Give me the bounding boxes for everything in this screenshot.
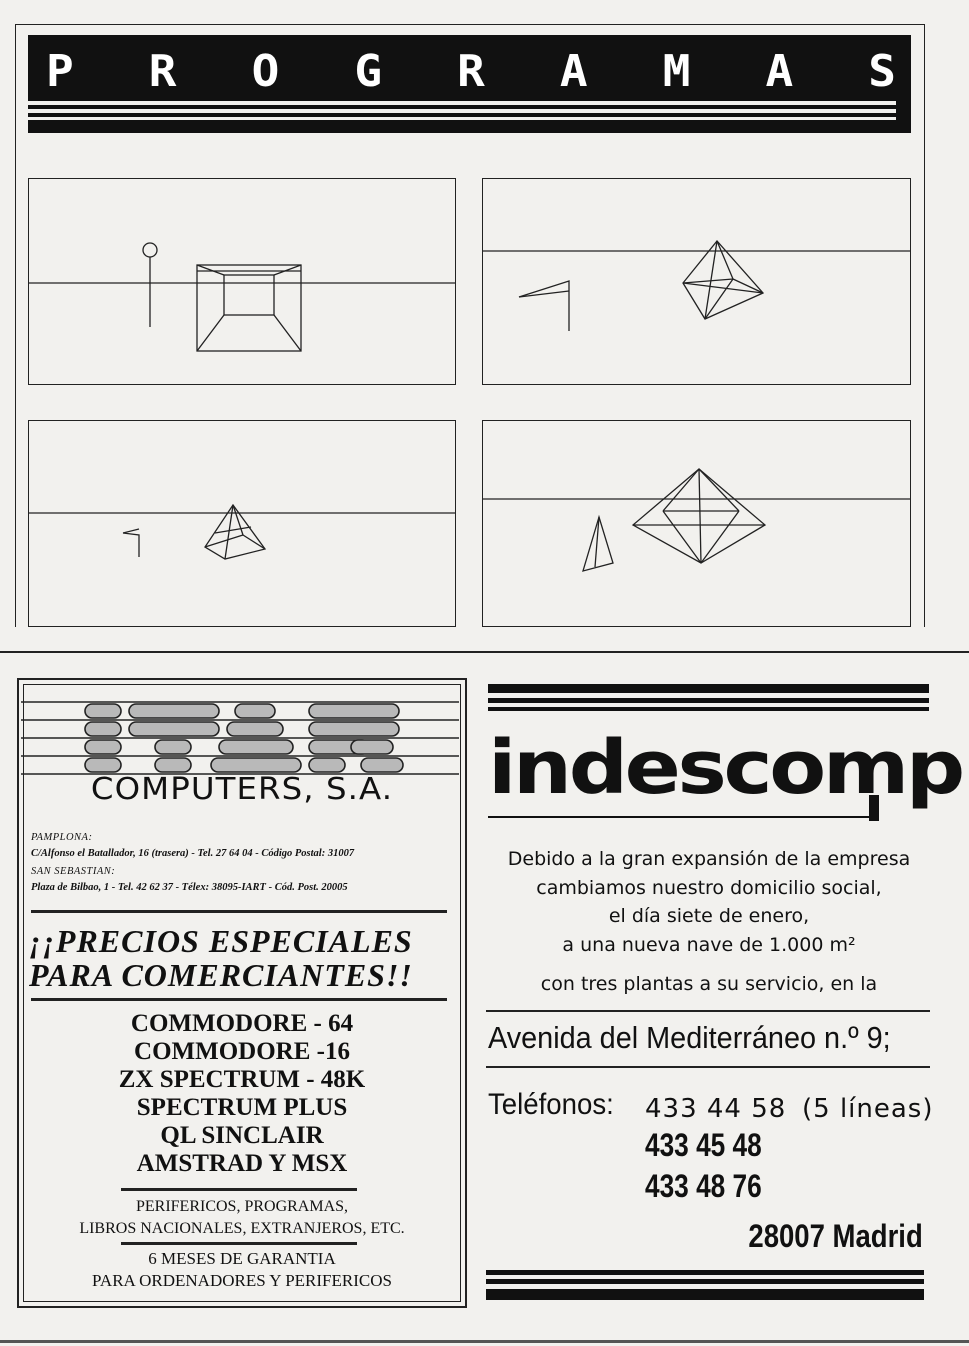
announcement-line-1: Debido a la gran expansión de la empresa (507, 848, 911, 870)
promo-heading (29, 904, 449, 992)
promo-line-2: PARA COMERCIANTES!! (29, 957, 413, 993)
indescomp-brand: indescomp (488, 725, 962, 811)
banner-letter: A (765, 45, 794, 97)
phones-label: Teléfonos: (488, 1088, 614, 1121)
banner-stripe (28, 109, 896, 113)
divider (486, 1066, 930, 1068)
computers-logo-icon (21, 698, 459, 778)
top-bar (488, 698, 929, 703)
banner-letter: G (354, 45, 383, 97)
banner-letter: A (559, 45, 588, 97)
phone-number-3: 433 48 76 (645, 1168, 762, 1204)
top-bar (488, 707, 929, 711)
banner-letter: P (46, 45, 74, 97)
programas-banner (28, 35, 911, 133)
top-bar (488, 684, 929, 693)
phone-number-2: 433 45 48 (645, 1127, 762, 1163)
banner-letter: S (868, 45, 896, 97)
divider (486, 1010, 930, 1012)
city-pamplona: PAMPLONA: (31, 832, 93, 843)
wireframe-octahedron-icon (483, 179, 910, 384)
machine-item: QL SINCLAIR (160, 1122, 324, 1149)
machine-item: COMMODORE - 64 (130, 1010, 354, 1037)
page-bottom-rule (0, 1340, 969, 1343)
divider (31, 998, 447, 1001)
banner-letter: M (662, 45, 691, 97)
city-san-sebastian: SAN SEBASTIAN: (31, 866, 116, 877)
machine-item: COMMODORE -16 (134, 1038, 350, 1065)
bottom-bar (486, 1270, 924, 1275)
indescomp-logo (488, 725, 962, 825)
divider (121, 1242, 357, 1245)
products-line-1: PERIFERICOS, PROGRAMAS, (135, 1198, 349, 1215)
address-san-sebastian: Plaza de Bilbao, 1 - Tel. 42 62 37 - Télex: 38095-IART - Cód. Post. 20005 (31, 882, 348, 893)
banner-letter: O (251, 45, 280, 97)
bottom-bar (486, 1289, 924, 1300)
warranty-line-2: PARA ORDENADORES Y PERIFERICOS (92, 1271, 392, 1290)
program-screenshot-3 (28, 420, 456, 627)
divider (121, 1188, 357, 1191)
phone-number-1: 433 44 58 (645, 1094, 787, 1124)
program-screenshot-4 (482, 420, 911, 627)
machine-item: ZX SPECTRUM - 48K (118, 1066, 366, 1093)
program-screenshot-2 (482, 178, 911, 385)
program-screenshot-1 (28, 178, 456, 385)
banner-stripe (28, 117, 896, 120)
warranty-line-1: 6 MESES DE GARANTIA (148, 1249, 336, 1268)
banner-stripe (28, 101, 896, 105)
bottom-bar (486, 1279, 924, 1284)
machine-item: SPECTRUM PLUS (136, 1094, 348, 1121)
announcement-line-5: con tres plantas a su servicio, en la (540, 973, 878, 995)
wireframe-diamond-icon (483, 421, 910, 626)
company-name: COMPUTERS, S.A. (90, 772, 394, 807)
promo-line-1: ¡¡PRECIOS ESPECIALES (29, 923, 413, 959)
page-divider (0, 651, 969, 653)
announcement-line-2: cambiamos nuestro domicilio social, (536, 877, 882, 899)
announcement-line-4: a una nueva nave de 1.000 m² (562, 934, 856, 956)
wireframe-pyramid-icon (29, 421, 455, 626)
machine-item: AMSTRAD Y MSX (136, 1150, 348, 1177)
wireframe-room-icon (29, 179, 455, 384)
computers-sa-ad (17, 678, 467, 1308)
announcement-line-3: el día siete de enero, (608, 905, 810, 927)
address-pamplona: C/Alfonso el Batallador, 16 (trasera) - Tel. 27 64 04 - Código Postal: 31007 (31, 848, 355, 859)
postal-city: 28007 Madrid (748, 1218, 923, 1254)
banner-letters (46, 43, 896, 99)
machine-list (19, 1010, 465, 1178)
new-address: Avenida del Mediterráneo n.º 9; (488, 1020, 891, 1055)
phone-note: (5 líneas) (802, 1094, 934, 1124)
products-line-2: LIBROS NACIONALES, EXTRANJEROS, ETC. (79, 1220, 405, 1237)
banner-letter: R (457, 45, 485, 97)
banner-letter: R (148, 45, 177, 97)
